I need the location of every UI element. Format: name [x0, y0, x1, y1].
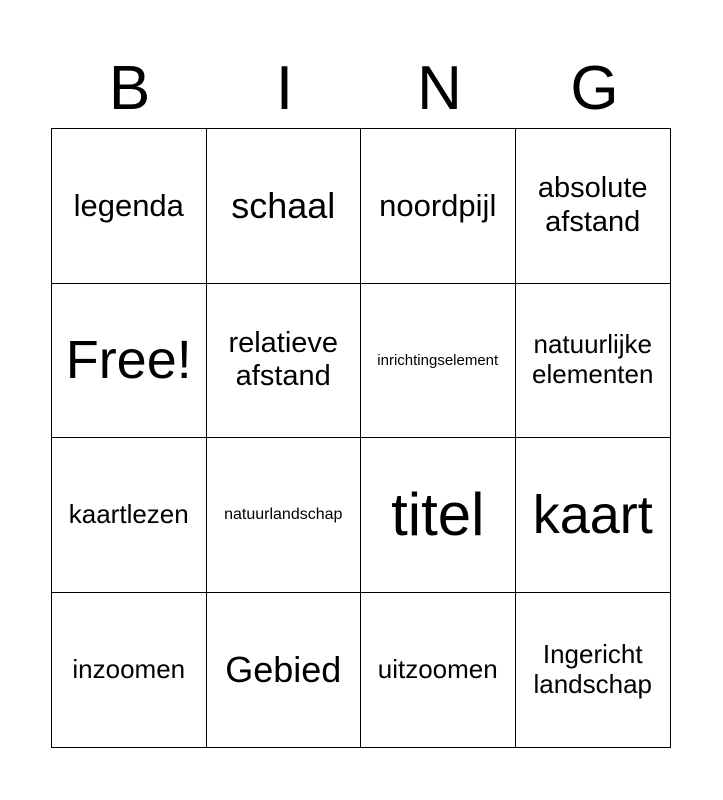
header-letter-n: N	[417, 54, 462, 123]
bingo-cell[interactable]: noordpijl	[361, 129, 516, 284]
header-letter-b: B	[108, 54, 151, 123]
bingo-cell[interactable]: uitzoomen	[361, 593, 516, 748]
bingo-cell[interactable]: natuurlandschap	[207, 438, 362, 593]
bingo-cell[interactable]: absolute afstand	[516, 129, 671, 284]
bingo-cell[interactable]: kaartlezen	[52, 438, 207, 593]
bingo-free-cell[interactable]: Free!	[52, 284, 207, 439]
bingo-cell[interactable]: legenda	[52, 129, 207, 284]
bingo-cell[interactable]: schaal	[207, 129, 362, 284]
bingo-cell[interactable]: titel	[361, 438, 516, 593]
bingo-cell[interactable]: kaart	[516, 438, 671, 593]
header-letter-g: G	[570, 54, 619, 123]
bingo-header	[52, 56, 672, 122]
bingo-board	[51, 128, 671, 748]
bingo-cell[interactable]: natuurlijke elementen	[516, 284, 671, 439]
bingo-cell[interactable]: inrichtingselement	[361, 284, 516, 439]
bingo-cell[interactable]: relatieve afstand	[207, 284, 362, 439]
bingo-cell[interactable]: inzoomen	[52, 593, 207, 748]
header-letter-i: I	[275, 54, 294, 123]
bingo-cell[interactable]: Gebied	[207, 593, 362, 748]
bingo-cell[interactable]: Ingericht landschap	[533, 638, 653, 699]
